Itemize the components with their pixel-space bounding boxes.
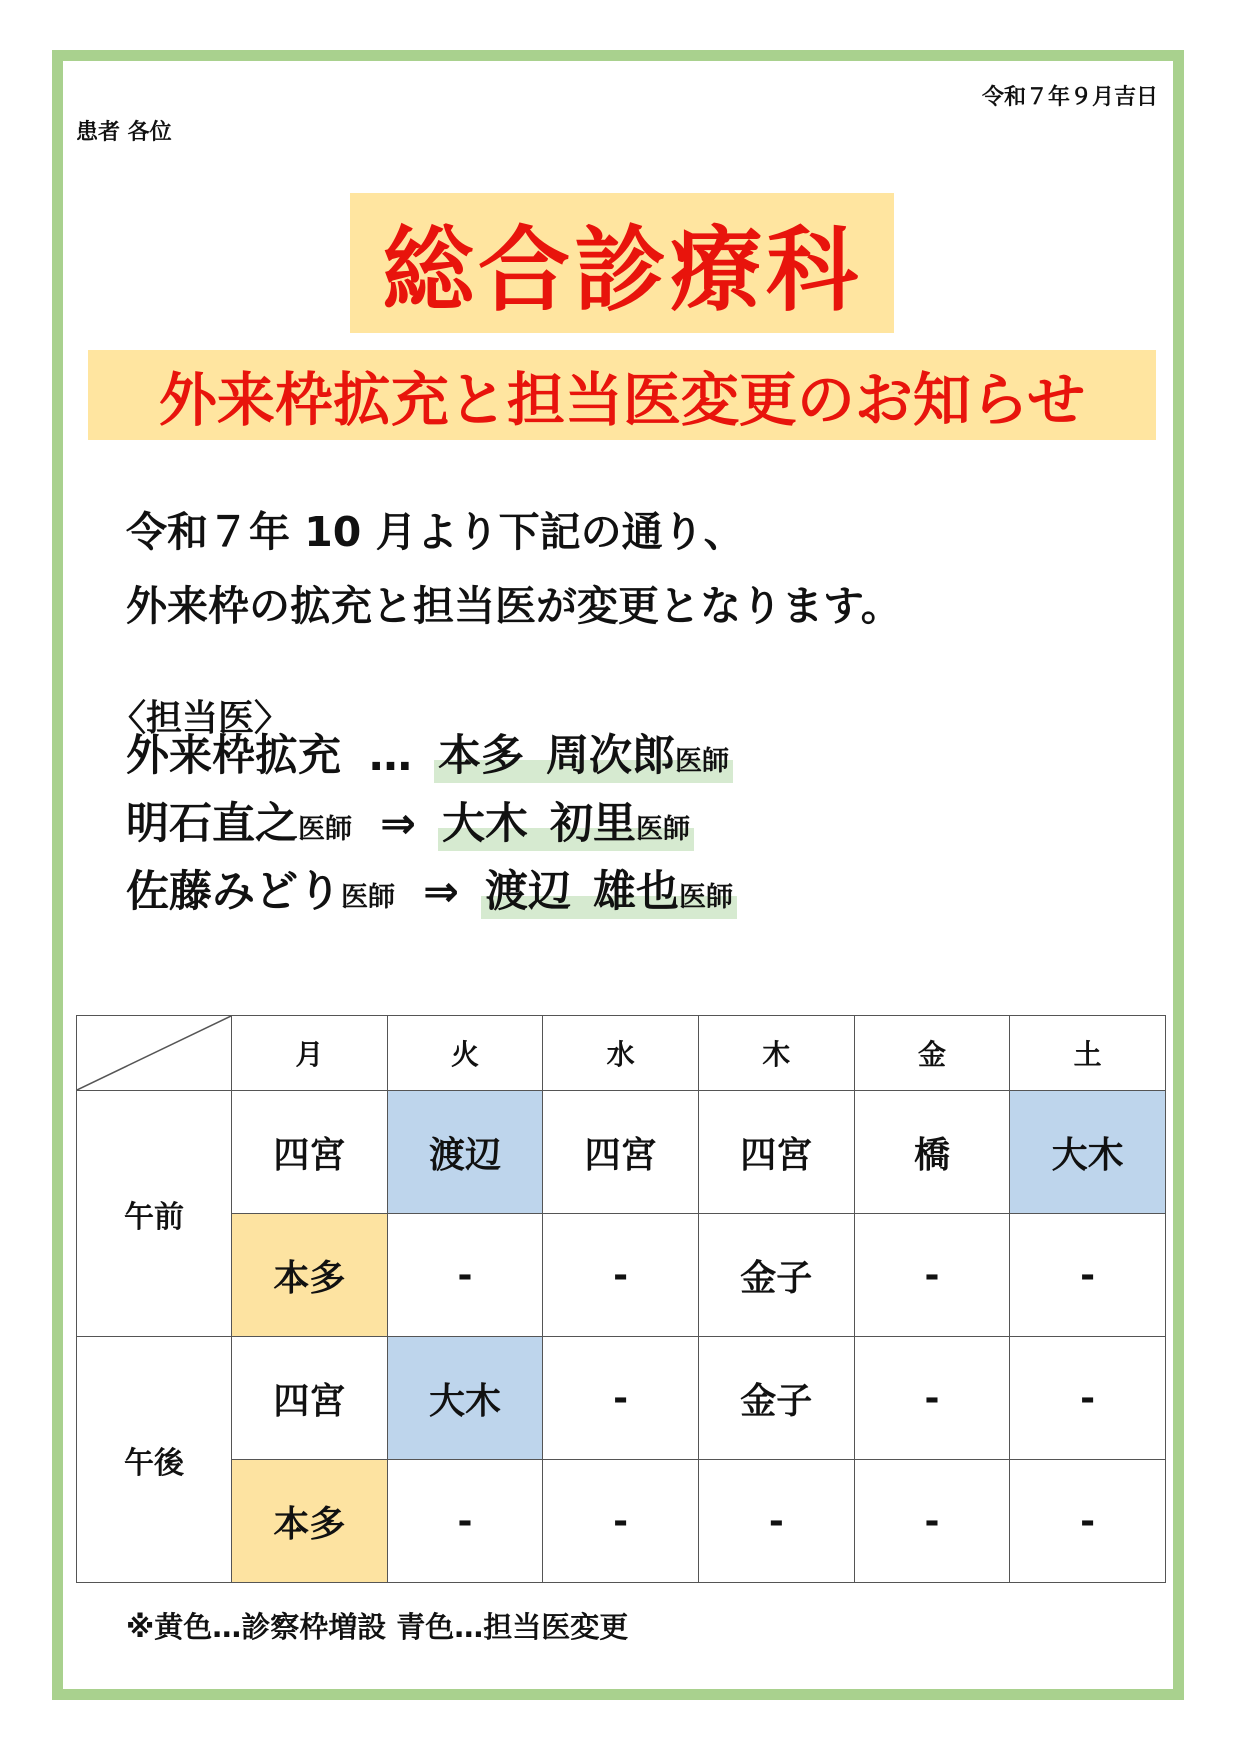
schedule-cell-new-slot: 本多 bbox=[232, 1460, 388, 1583]
schedule-cell: - bbox=[387, 1460, 543, 1583]
table-row bbox=[77, 1214, 1166, 1337]
given-name: 雄也 bbox=[593, 867, 680, 917]
table-row bbox=[77, 1337, 1166, 1460]
issue-date: 令和７年９月吉日 bbox=[981, 85, 1158, 110]
corner-cell bbox=[77, 1016, 232, 1091]
doctor-line-change-1 bbox=[126, 790, 694, 851]
family-name: 大木 bbox=[442, 799, 529, 849]
intro-line-1: 令和７年 10 月より下記の通り、 bbox=[126, 508, 745, 556]
day-header-wed: 水 bbox=[543, 1016, 699, 1091]
day-header-fri: 金 bbox=[854, 1016, 1010, 1091]
doctor-name-hondo bbox=[434, 722, 733, 783]
honorific: 医師 bbox=[636, 814, 691, 845]
addressee: 患者 各位 bbox=[76, 120, 172, 145]
schedule-cell: 四宮 bbox=[543, 1091, 699, 1214]
schedule-cell: - bbox=[854, 1460, 1010, 1583]
doctor-name-oki bbox=[438, 790, 694, 851]
doctor-name-watanabe bbox=[481, 858, 737, 919]
table-row bbox=[77, 1091, 1166, 1214]
color-legend: ※黄色…診察枠増設 青色…担当医変更 bbox=[126, 1610, 629, 1644]
day-header-thu: 木 bbox=[698, 1016, 854, 1091]
intro-line-2: 外来枠の拡充と担当医が変更となります。 bbox=[126, 582, 902, 630]
schedule-cell: - bbox=[387, 1214, 543, 1337]
honorific: 医師 bbox=[675, 746, 729, 777]
expansion-label: 外来枠拡充 bbox=[126, 731, 341, 781]
previous-doctor: 明石直之 bbox=[126, 799, 298, 849]
intro-text bbox=[126, 495, 902, 643]
schedule-cell-changed: 大木 bbox=[387, 1337, 543, 1460]
honorific: 医師 bbox=[679, 882, 734, 913]
day-header-mon: 月 bbox=[232, 1016, 388, 1091]
day-header-tue: 火 bbox=[387, 1016, 543, 1091]
schedule-cell: 金子 bbox=[698, 1214, 854, 1337]
notice-subtitle: 外来枠拡充と担当医変更のお知らせ bbox=[88, 350, 1156, 440]
previous-doctor: 佐藤みどり bbox=[126, 867, 341, 917]
family-name: 本多 bbox=[438, 731, 524, 781]
schedule-cell: - bbox=[543, 1214, 699, 1337]
family-name: 渡辺 bbox=[485, 867, 572, 917]
schedule-cell: 四宮 bbox=[232, 1337, 388, 1460]
day-header-sat: 土 bbox=[1010, 1016, 1166, 1091]
schedule-cell: - bbox=[543, 1460, 699, 1583]
doctor-line-expansion bbox=[126, 722, 733, 783]
schedule-cell-changed: 渡辺 bbox=[387, 1091, 543, 1214]
schedule-cell: 四宮 bbox=[232, 1091, 388, 1214]
arrow-icon: ⇒ bbox=[380, 799, 417, 849]
schedule-cell: - bbox=[854, 1214, 1010, 1337]
schedule-cell: 金子 bbox=[698, 1337, 854, 1460]
schedule-cell: - bbox=[698, 1460, 854, 1583]
afternoon-label: 午後 bbox=[77, 1337, 232, 1583]
honorific: 医師 bbox=[341, 882, 395, 913]
doctor-line-change-2 bbox=[126, 858, 737, 919]
ellipsis-separator: … bbox=[369, 731, 412, 781]
schedule-cell-new-slot: 本多 bbox=[232, 1214, 388, 1337]
schedule-cell: - bbox=[543, 1337, 699, 1460]
schedule-cell: - bbox=[1010, 1460, 1166, 1583]
arrow-icon: ⇒ bbox=[423, 867, 460, 917]
doctors-heading: 〈担当医〉 bbox=[110, 698, 291, 739]
schedule-cell: 四宮 bbox=[698, 1091, 854, 1214]
morning-label: 午前 bbox=[77, 1091, 232, 1337]
honorific: 医師 bbox=[298, 814, 352, 845]
department-title: 総合診療科 bbox=[350, 193, 894, 333]
given-name: 周次郎 bbox=[546, 731, 675, 781]
schedule-cell: - bbox=[854, 1337, 1010, 1460]
schedule-cell-changed: 大木 bbox=[1010, 1091, 1166, 1214]
table-header-row bbox=[77, 1016, 1166, 1091]
schedule-cell: - bbox=[1010, 1337, 1166, 1460]
table-row bbox=[77, 1460, 1166, 1583]
schedule-cell: 橋 bbox=[854, 1091, 1010, 1214]
given-name: 初里 bbox=[550, 799, 637, 849]
schedule-cell: - bbox=[1010, 1214, 1166, 1337]
schedule-table bbox=[76, 1015, 1166, 1583]
